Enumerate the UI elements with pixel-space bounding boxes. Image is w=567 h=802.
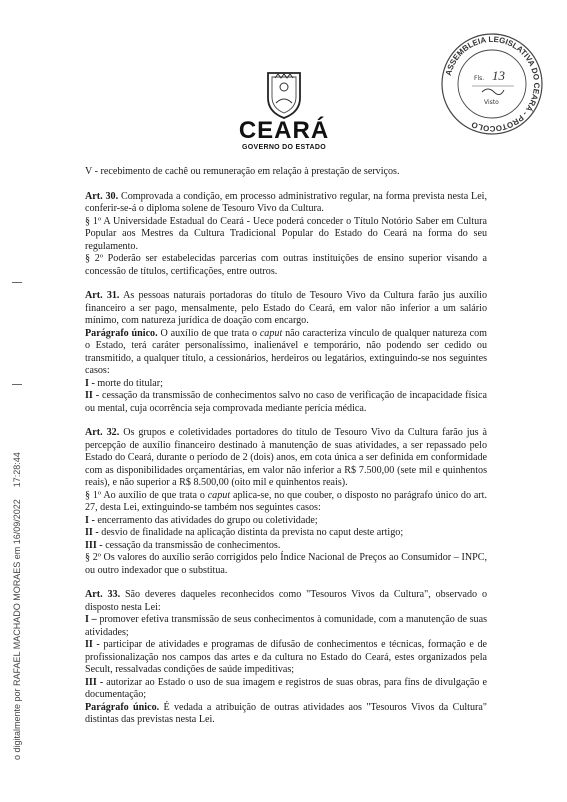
art33-i3-text: autorizar ao Estado o uso de sua imagem e registros de suas obras, para fins de divulgação e documentação; [85, 676, 487, 700]
margin-tick [12, 384, 22, 385]
art32-i2-text: desvio de finalidade na aplicação distinta da prevista no caput deste artigo; [98, 527, 404, 538]
art32-i1-text: encerramento das atividades do grupo ou coletividade; [94, 514, 318, 526]
art33-text: São deveres daqueles reconhecidos como "Tesouros Vivos da Cultura", observado o disposto nesta Lei: [85, 589, 487, 613]
stamp-ring-text: ASSEMBLEIA LEGISLATIVA DO CEARÁ - PROTOCOLO [443, 34, 542, 134]
signature-mark [482, 89, 504, 95]
art33-i3-label: III - [85, 676, 104, 688]
art31-pu-text-b: não caracteriza vínculo de qualquer natureza com o Estado, terá caráter personalíssimo, inalienável e temporário, não podendo ser cedido ou transmitido, a qualquer título, a cessionários, herdeiros ou legatários, extinguindo-se nos seguintes casos: [85, 327, 487, 376]
art30-p2: § 2º Poderão ser estabelecidas parcerias com outras instituições de ensino superior visando a concessão de títulos, certificações, entre outros. [85, 253, 487, 277]
document-body [85, 166, 487, 727]
art33-item-ii [85, 639, 487, 677]
art31-pu-text-a: O auxílio de que trata o [157, 327, 260, 339]
art33-pu-text: É vedada a atribuição de outras atividades aos "Tesouros Vivos da Cultura" distintas das previstas nesta Lei. [85, 701, 487, 725]
art33-i1-label: I – [85, 614, 97, 625]
art32-p1-text-a: § 1º Ao auxílio de que trata o [85, 489, 208, 501]
stamp-fls-label: Fls. [474, 75, 485, 82]
art33-paragrafo-unico [85, 702, 487, 727]
art32-p1-text-b: aplica-se, no que couber, o disposto no parágrafo único do art. 27, desta Lei, extinguindo-se também nos seguintes casos: [85, 489, 487, 513]
art30 [85, 191, 487, 216]
art32-item-iii [85, 540, 487, 553]
art31-i1-label: I - [85, 377, 95, 389]
art31 [85, 290, 487, 328]
art33-label: Art. 33. [85, 589, 121, 600]
art33-i1-text: promover efetiva transmissão de seus conhecimentos à comunidade, com a manutenção de suas atividades; [85, 614, 488, 638]
art32-p1-caput: caput [207, 489, 231, 501]
stamp-fls-value: 13 [492, 68, 505, 83]
art33-i2-label: II - [85, 639, 100, 650]
art32-i1-label: I - [85, 514, 95, 526]
art33 [85, 589, 487, 614]
art31-i2-label: II - [85, 390, 100, 401]
digital-signature-note [12, 452, 22, 760]
brand-subtitle: GOVERNO DO ESTADO [242, 144, 326, 151]
art31-text: As pessoas naturais portadoras do título de Tesouro Vivo da Cultura farão jus auxílio financeiro a ser pago, mensalmente, pelo Estado do Ceará, em valor não inferior a um salário mínimo, com natureza jurídica de doação com encargo. [85, 290, 488, 326]
art32-p2: § 2º Os valores do auxílio serão corrigidos pelo Índice Nacional de Preços ao Consumidor – INPC, ou outro indexador que o substitua. [85, 552, 487, 576]
item-v: V - recebimento de cachê ou remuneração em relação à prestação de serviços. [85, 166, 400, 177]
art33-item-iii [85, 677, 487, 702]
art31-i1-text: morte do titular; [94, 377, 163, 389]
stamp-visto-label: Visto [484, 99, 499, 106]
protocol-stamp [438, 30, 546, 138]
art33-pu-label: Parágrafo único. [85, 701, 160, 713]
art30-text: Comprovada a condição, em processo administrativo regular, na forma prevista nesta Lei, conferir-se-á o diploma solene de Tesouro Vivo da Cultura. [85, 190, 488, 214]
art32-i2-label: II - [85, 527, 99, 538]
art32-i3-text: cessação da transmissão de conhecimentos. [102, 539, 281, 551]
art31-pu-label: Parágrafo único. [85, 327, 158, 339]
art31-paragrafo-unico [85, 328, 487, 378]
art30-label: Art. 30. [85, 190, 119, 202]
art33-item-i [85, 614, 487, 639]
art30-p1: § 1º A Universidade Estadual do Ceará - Uece poderá conceder o Título Notório Saber em Cultura Popular aos Mestres da Cultura Tradicional Popular do Estado do Ceará na forma do seu regulamento. [85, 215, 487, 252]
art32 [85, 427, 487, 490]
signature-note-time: 17:28:44 [12, 452, 22, 488]
brand-title: CEARÁ [238, 117, 330, 144]
art32-item-i [85, 515, 487, 528]
art31-item-ii [85, 390, 487, 415]
art32-i3-label: III - [85, 539, 103, 551]
art32-text: Os grupos e coletividades portadores do título de Tesouro Vivo da Cultura farão jus à percepção de auxílio financeiro destinado à manutenção de suas atividades, a ser repassado pelo Estado do Ceará, durante o período de 2 (dois) anos, em cota única a ser definida em conformidade com as disponibilidades orçamentárias, em valor não inferior a R$ 7.500,00 (sete mil e quinhentos reais), e não superior a R$ 8.500,00 (oito mil e quinhentos reais). [85, 427, 487, 488]
art31-label: Art. 31. [85, 290, 120, 301]
art32-p1 [85, 490, 487, 515]
art31-pu-caput: caput [259, 327, 283, 339]
art31-item-i [85, 378, 487, 391]
art33-i2-text: participar de atividades e programas de difusão de conhecimentos e técnicas, formação e de profissionalização nos campos das artes e da cultura no Estado do Ceará, estes organizados pela Secult, ressalvadas condições de saúde impeditivas; [85, 639, 487, 675]
art32-label: Art. 32. [85, 427, 120, 438]
art31-i2-text: cessação da transmissão de conhecimentos salvo no caso de verificação de incapacidade física ou mental, cuja ocorrência seja comprovada mediante perícia médica. [85, 390, 487, 414]
signature-note-text: o digitalmente por RAFAEL MACHADO MORAES em 16/09/2022 [12, 499, 22, 760]
margin-tick [12, 282, 22, 283]
art32-item-ii [85, 527, 487, 540]
state-crest-icon [265, 70, 303, 120]
